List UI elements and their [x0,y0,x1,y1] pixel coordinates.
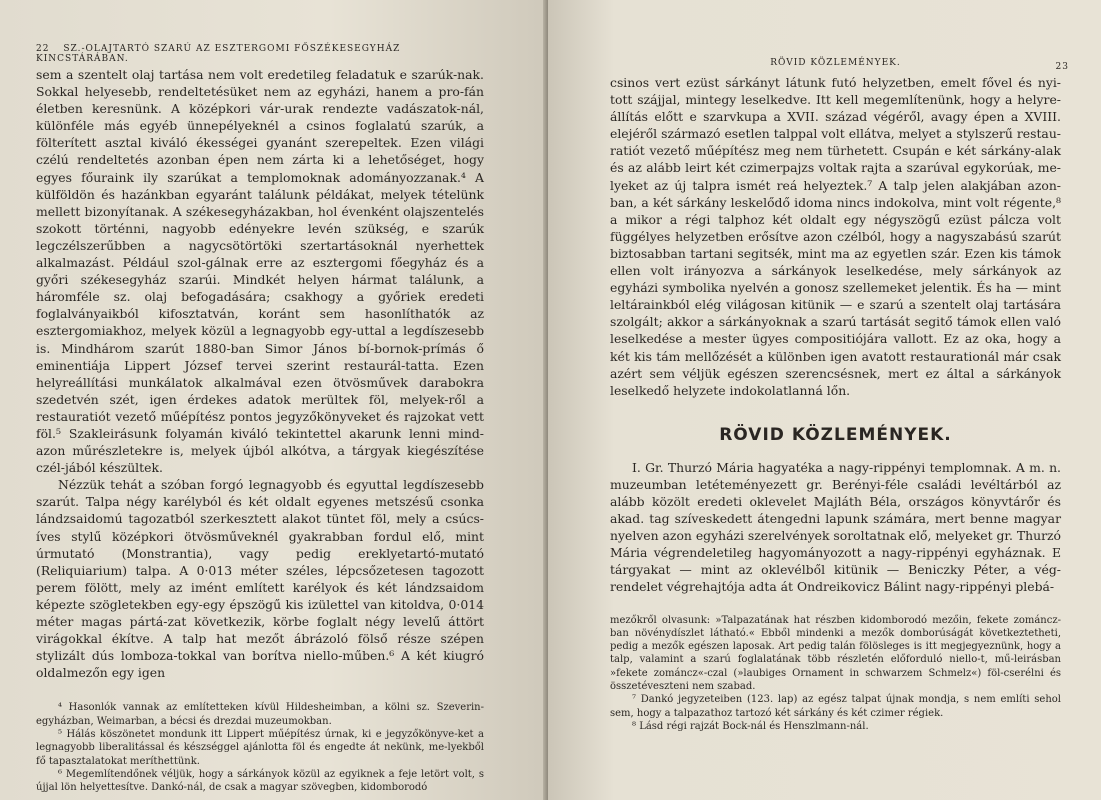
footnote: mezőkről olvasunk: »Talpazatának hat részben kidomborodó mezőin, fekete zománcz-ban növénydíszlet látható.« Ebből mindenki a mezők domborúságát következtetheti, pedig a mezők egészen laposak. Art pedig talán fölösleges is itt megjegyeznünk, hogy a talp, valamint a szarú foglalatának több részletén előforduló niello-t, mű-leirásban »fekete zománcz«-czal (»laubiges Ornament in schwarzem Schmelz«) föl-cserélni és összetéveszteni nem szabad. [610,614,1061,693]
left-paragraph: sem a szentelt olaj tartása nem volt eredetileg feladatuk e szarúk-nak. Sokkal helyesebb, rendeltetésüket nem az egyházi, hanem a pro-fán életben keresnünk. A középkori vár-urak rendezte vadászatok-nál, különféle más egyéb ünnepélyeknél a csinos foglalatú szarúk, a fölterített asztal kiváló ékességei gyanánt szerepeltek. Ezen világi czélú rendeltetés azonban épen nem zárta ki a lehetőséget, hogy egyes főuraink ily szarúkat a templomoknak adományozzanak.⁴ A külföldön és hazánkban egyaránt találunk példákat, melyek tételünk mellett bizonyítanak. A székesegyházakban, hol évenként olajszentelés szokott történni, nagyobb edényekre levén szükség, e szarúk legczélszerűbben a nagycsötörtöki szertartásoknál nyerhettek alkalmazást. Például szol-gálnak erre az esztergomi főegyház és a győri székesegyház szarúi. Mindkét helyen hármat találunk, a háromféle sz. olaj befogadására; csakhogy a győriek eredeti foglalványaikból kifosztatván, koránt sem hasonlíthatók az esztergomiakhoz, melyek közül a legnagyobb egy-uttal a legdíszesebb is. Mindhárom szarút 1880-ban Simor János bí-bornok-prímás ő eminentiája Lippert József tervei szerint restaurál-tatta. Ezen helyreállítási munkálatok alkalmával ezen ötvösművek darabokra szedetvén szét, igen érdekes adatok merültek föl, melyek-ről a restauratiót vezető műépítész pontos jegyzőkönyveket és rajzokat vett föl.⁵ Szakleirásunk folyamán kiváló tekintettel akarunk lenni mind-azon műrészletekre is, melyek újból alkótva, a tárgyak kiegészítése czél-jából készültek. [36,67,484,476]
left-running-title: SZ.-OLAJTARTÓ SZARÚ AZ ESZTERGOMI FŐSZÉKESEGYHÁZ KINCSTÁRÁBAN. [36,44,401,64]
section-paragraph: I. Gr. Thurzó Mária hagyatéka a nagy-rippényi templomnak. A m. n. muzeumban letéteményezett gr. Berényi-féle családi levéltárból az alább közölt eredeti oklevelet Majláth Béla, országos könyvtárőr és akad. tag szíveskedett átengedni lapunk számára, mert benne magyar nyelven azon egyházi szerelvények soroltatnak elő, melyeket gr. Thurzó Mária végrendeletileg hagyományozott a nagy-rippényi egyháznak. E tárgyakat — mint az oklevélből kitünik — Beniczky Péter, a vég-rendelet végrehajtója adta át Ondreikovicz Bálint nagy-rippényi plebá- [610,459,1062,595]
footnote: ⁷ Dankó jegyzeteiben (123. lap) az egész talpat újnak mondja, s nem említi sehol sem, hogy a talpazathoz tartozó két sárkány és két czimer régiek. [610,694,1061,719]
section-title: RÖVID KÖZLEMÉNYEK. [719,424,952,445]
footnote: ⁴ Hasonlók vannak az említetteken kívül Hildesheimban, a kölni sz. Szeverin-egyházban, Weimarban, a bécsi és drezdai muzeumokban. [36,702,484,727]
left-paragraph: Nézzük tehát a szóban forgó legnagyobb és egyuttal legdíszesebb szarút. Talpa négy karélyból és két oldalt egyenes metszésű csonka lándzsaidomú tagozatból szerkesztett alakot tüntet föl, mely a csúcs-íves stylű középkori ötvösműveknél gyakrabban fordul elő, mint úrmutató (Monstrantia), vagy pedig ereklyetartó-mutató (Reliquiarium) talpa. A 0·013 méter széles, lépcsőzetesen tagozott perem fölött, mely az imént említett karélyok és két lándzsaidom képezte szögletekben egy-egy épszögű kis izülettel van kitoldva, 0·014 méter magas pártá-zat következik, körbe foglalt négy levelű áttört virágokkal ékítve. A talp hat mezőt ábrázoló fölső része szépen stylizált dús lomboza-tokkal van borítva niello-műben.⁶ A két kiugró oldalmezőn egy igen [36,477,484,681]
footnote: ⁸ Lásd régi rajzát Bock-nál és Henszlmann-nál. [632,720,869,732]
footnote: ⁶ Megemlítendőnek véljük, hogy a sárkányok közül az egyiknek a feje letört volt, s újjal lön helyettesítve. Dankó-nál, de csak a magyar szövegben, kidomborodó [36,768,484,794]
right-page-number: 23 [1055,62,1069,72]
left-body-text [36,66,484,681]
left-running-head [36,44,484,66]
right-footnotes [610,614,1061,734]
right-paragraph: csinos vert ezüst sárkányt látunk futó helyzetben, emelt fővel és nyi-tott szájjal, mintegy leselkedve. Itt kell megemlítenünk, hogy a helyre-állítás előtt e szarvkupa a XVII. század végéről, avagy épen a XVIII. elejéről származó esetlen talppal volt ellátva, melyet a stylszerű restau-ratiót vezető műépítész meg nem türhetett. Csupán e két sárkány-alak és az alább leirt két czimerpajzs voltak rajta a szarúval egykorúak, me-lyeket az új talpra ismét reá helyeztek.⁷ A talp jelen alakjában azon-ban, a két sárkány leskelődő idoma nincs indokolva, mint volt régente,⁸ a mikor a régi talphoz két oldalt egy négyszögű ezüst pálcza volt függélyes helyzetben erősítve azon czélból, hogy a nagyszabású szarút biztosabban tartani segitsék, mint ma az egyetlen szár. Ezen kis támok ellen volt irányozva a sárkányok leselkedése, mely sárkányok az egyházi symbolika nyelvén a gonosz szellemeket jelentik. És ha — mint leltárainkból elég világosan kitünik — e szarú a szentelt olaj tartására szolgált; akkor a sárkányoknak a szarú tartását segitő támok ellen való leselkedése a mester ügyes compositiójára vallott. Ez az oka, hogy a két kis tám mellőzését a különben igen avatott restaurationál már csak azért sem véljük egészen szerencsésnek, mert ez által a sárkányok leselkedő helyzete indokolatlanná lőn. [610,75,1061,398]
right-page [548,0,1101,800]
right-running-title: RÖVID KÖZLEMÉNYEK. [770,58,901,68]
left-footnotes [36,701,484,794]
right-running-head [610,58,1069,74]
left-page [0,0,548,800]
right-body-text [610,74,1061,399]
left-page-number: 22 [36,44,50,54]
section-body-text [610,459,1061,596]
footnote: ⁵ Hálás köszönetet mondunk itt Lippert műépítész úrnak, ki e jegyzőkönyve-ket a legnagyobb liberalitással és készséggel ajánlotta föl és engedte át nekünk, me-lyekből fő tapasztalatokat meríthettünk. [36,728,484,767]
